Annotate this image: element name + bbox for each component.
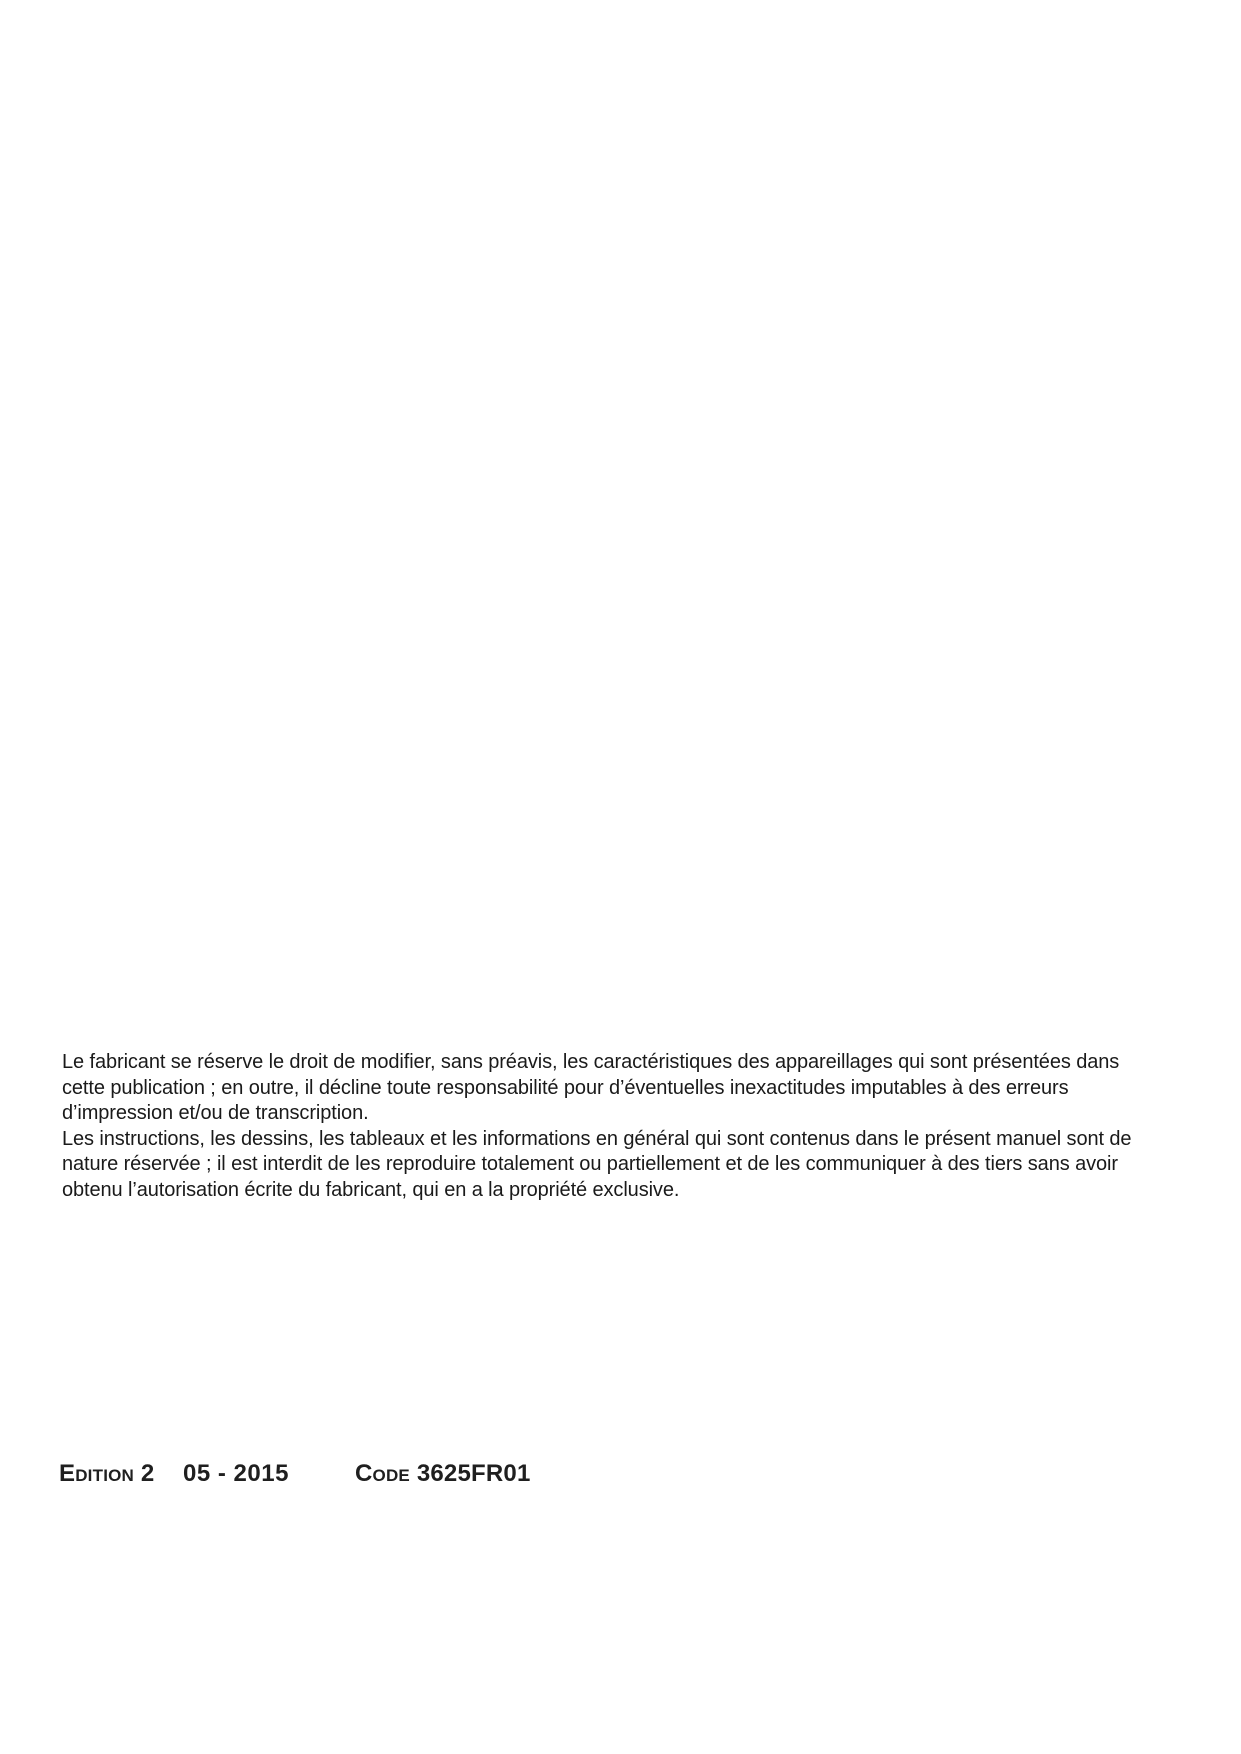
publication-date: 05 - 2015 xyxy=(183,1460,289,1487)
disclaimer-paragraph-copyright: Les instructions, les dessins, les tableaux et les informations en général qui sont contenus dans le présent manuel sont de nature réservée ; il est interdit de les reproduire totalement ou partiellement et de les communiquer à des tiers sans avoir obtenu l’autorisation écrite du fabricant, qui en a la propriété exclusive. xyxy=(62,1127,1132,1201)
legal-disclaimer xyxy=(62,1050,1132,1203)
edition-label: Edition 2 xyxy=(59,1460,155,1487)
document-code: Code 3625FR01 xyxy=(355,1460,531,1487)
disclaimer-paragraph-rights: Le fabricant se réserve le droit de modifier, sans préavis, les caractéristiques des appareillages qui sont présentées dans cette publication ; en outre, il décline toute responsabilité pour d’éventuelles inexactitudes imputables à des erreurs d’impression et/ou de transcription. xyxy=(62,1051,1120,1124)
